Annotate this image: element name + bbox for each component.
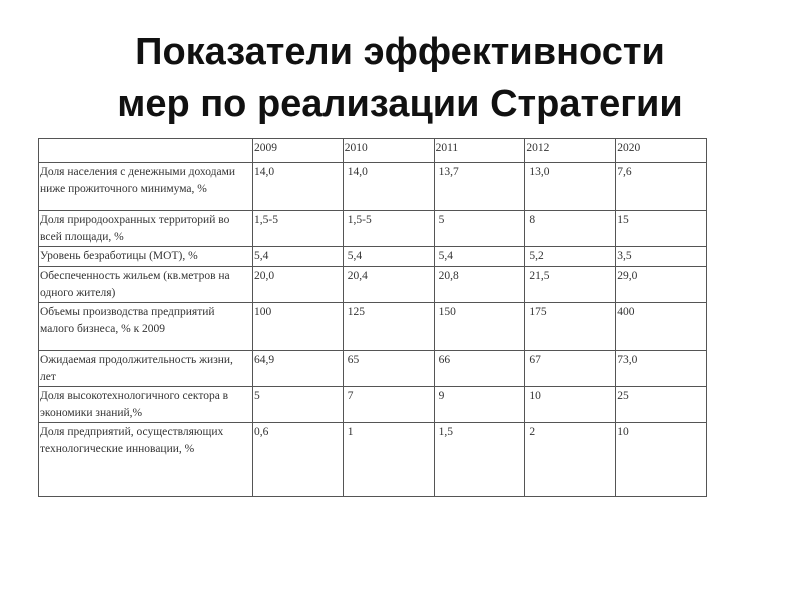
table-cell: 29,0 — [616, 267, 707, 303]
row-label: Уровень безработицы (МОТ), % — [39, 247, 253, 267]
row-label: Доля населения с денежными доходами ниже прожиточного минимума, % — [39, 163, 253, 211]
table-cell: 66 — [434, 351, 525, 387]
table-cell: 13,0 — [525, 163, 616, 211]
table-cell: 9 — [434, 387, 525, 423]
row-label: Ожидаемая продолжительность жизни, лет — [39, 351, 253, 387]
table-cell: 100 — [253, 303, 344, 351]
table-cell: 14,0 — [343, 163, 434, 211]
table-cell: 5,4 — [253, 247, 344, 267]
table-cell: 8 — [525, 211, 616, 247]
table-cell: 150 — [434, 303, 525, 351]
table-cell: 73,0 — [616, 351, 707, 387]
table-cell: 65 — [343, 351, 434, 387]
table-cell: 25 — [616, 387, 707, 423]
table-cell: 10 — [616, 423, 707, 497]
table-cell: 5 — [253, 387, 344, 423]
table-cell: 5 — [434, 211, 525, 247]
table-cell: 1 — [343, 423, 434, 497]
table-row — [39, 351, 707, 387]
table-cell: 5,4 — [434, 247, 525, 267]
page-title — [0, 26, 800, 130]
title-line-2: мер по реализации Стратегии — [117, 83, 683, 125]
table-cell: 1,5-5 — [253, 211, 344, 247]
table-cell: 21,5 — [525, 267, 616, 303]
table-cell: 0,6 — [253, 423, 344, 497]
table-cell: 67 — [525, 351, 616, 387]
table-row — [39, 423, 707, 497]
table-cell: 5,4 — [343, 247, 434, 267]
table-cell: 14,0 — [253, 163, 344, 211]
table-cell: 1,5-5 — [343, 211, 434, 247]
table-row — [39, 303, 707, 351]
row-label: Обеспеченность жильем (кв.метров на одного жителя) — [39, 267, 253, 303]
table-cell: 7 — [343, 387, 434, 423]
table-cell: 20,4 — [343, 267, 434, 303]
row-label: Доля высокотехнологичного сектора в экономики знаний,% — [39, 387, 253, 423]
table-cell: 3,5 — [616, 247, 707, 267]
table-header-row — [39, 139, 707, 163]
table-cell: 20,0 — [253, 267, 344, 303]
table-cell: 400 — [616, 303, 707, 351]
table-row — [39, 211, 707, 247]
table-cell: 64,9 — [253, 351, 344, 387]
table-row — [39, 387, 707, 423]
table-cell: 15 — [616, 211, 707, 247]
table-cell: 7,6 — [616, 163, 707, 211]
indicators-table — [38, 138, 707, 497]
row-label: Доля природоохранных территорий во всей площади, % — [39, 211, 253, 247]
year-header: 2012 — [525, 139, 616, 163]
year-header: 2011 — [434, 139, 525, 163]
table-cell: 5,2 — [525, 247, 616, 267]
table-cell: 175 — [525, 303, 616, 351]
table-row — [39, 267, 707, 303]
table-cell: 10 — [525, 387, 616, 423]
table-row — [39, 163, 707, 211]
table-cell: 13,7 — [434, 163, 525, 211]
table-row — [39, 247, 707, 267]
year-header: 2020 — [616, 139, 707, 163]
year-header: 2009 — [253, 139, 344, 163]
row-label: Объемы производства предприятий малого бизнеса, % к 2009 — [39, 303, 253, 351]
table-cell: 20,8 — [434, 267, 525, 303]
table-cell: 2 — [525, 423, 616, 497]
table-cell: 125 — [343, 303, 434, 351]
header-corner-cell — [39, 139, 253, 163]
year-header: 2010 — [343, 139, 434, 163]
table-cell: 1,5 — [434, 423, 525, 497]
title-line-1: Показатели эффективности — [135, 31, 665, 73]
row-label: Доля предприятий, осуществляющих технологические инновации, % — [39, 423, 253, 497]
